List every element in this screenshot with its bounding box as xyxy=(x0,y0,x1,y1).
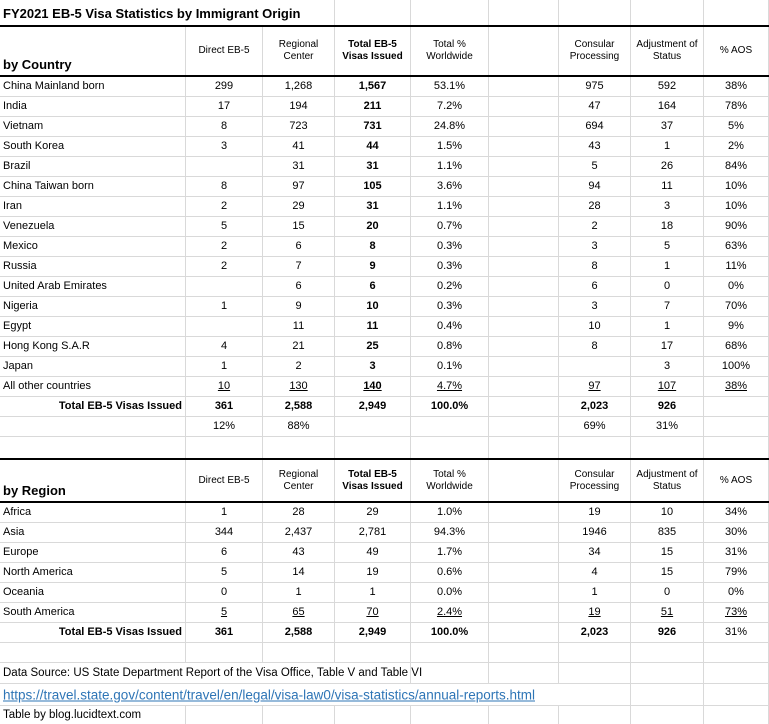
value-cell: 10 xyxy=(559,317,631,336)
page-title: FY2021 EB-5 Visa Statistics by Immigrant Origin xyxy=(3,6,301,21)
value-cell xyxy=(704,397,769,416)
value-cell: 1 xyxy=(631,317,704,336)
value-cell xyxy=(489,563,559,582)
value-cell: 5 xyxy=(186,217,263,236)
country-table-label-cell xyxy=(0,27,186,75)
value-cell: 0% xyxy=(704,583,769,602)
value-cell: 17 xyxy=(631,337,704,356)
value-cell: 6 xyxy=(263,277,335,296)
value-cell xyxy=(489,257,559,276)
value-cell: 8 xyxy=(559,257,631,276)
value-cell xyxy=(489,603,559,622)
value-cell: 26 xyxy=(631,157,704,176)
value-cell: 41 xyxy=(263,137,335,156)
col-header-adjustment-of-status: Adjustment of Status xyxy=(631,27,704,75)
value-cell: 975 xyxy=(559,77,631,96)
share-row xyxy=(0,417,769,437)
row-label: Japan xyxy=(0,357,186,376)
value-cell: 10% xyxy=(704,177,769,196)
data-source-text: Data Source: US State Department Report of the Visa Office, Table V and Table VI xyxy=(3,667,423,679)
value-cell: 1 xyxy=(186,297,263,316)
value-cell xyxy=(489,137,559,156)
country-table-body xyxy=(0,77,769,437)
value-cell xyxy=(489,543,559,562)
value-cell: 0.2% xyxy=(411,277,489,296)
value-cell: 3 xyxy=(631,197,704,216)
credit-row xyxy=(0,706,769,724)
value-cell: 17 xyxy=(186,97,263,116)
value-cell xyxy=(489,277,559,296)
value-cell: 1 xyxy=(559,583,631,602)
value-cell: 1.7% xyxy=(411,543,489,562)
value-cell: 194 xyxy=(263,97,335,116)
value-cell: 38% xyxy=(704,377,769,396)
col-header-blank xyxy=(489,27,559,75)
value-cell xyxy=(489,97,559,116)
value-cell: 0.3% xyxy=(411,237,489,256)
row-label: All other countries xyxy=(0,377,186,396)
value-cell: 65 xyxy=(263,603,335,622)
row-label: Europe xyxy=(0,543,186,562)
value-cell: 105 xyxy=(335,177,411,196)
value-cell: 1 xyxy=(631,137,704,156)
value-cell: 18 xyxy=(631,217,704,236)
value-cell: 2.4% xyxy=(411,603,489,622)
value-cell: 31% xyxy=(704,623,769,642)
value-cell: 31 xyxy=(263,157,335,176)
value-cell: 10% xyxy=(704,197,769,216)
value-cell: 694 xyxy=(559,117,631,136)
value-cell: 90% xyxy=(704,217,769,236)
value-cell: 723 xyxy=(263,117,335,136)
col-header-direct-eb5: Direct EB-5 xyxy=(186,460,263,501)
row-label xyxy=(0,417,186,436)
value-cell: 1.1% xyxy=(411,157,489,176)
value-cell: 7 xyxy=(631,297,704,316)
value-cell: 0.3% xyxy=(411,257,489,276)
value-cell: 731 xyxy=(335,117,411,136)
value-cell: 2,949 xyxy=(335,623,411,642)
value-cell: 9 xyxy=(263,297,335,316)
value-cell: 2,588 xyxy=(263,623,335,642)
value-cell: 31% xyxy=(631,417,704,436)
value-cell: 19 xyxy=(335,563,411,582)
table-row xyxy=(0,503,769,523)
value-cell: 63% xyxy=(704,237,769,256)
value-cell: 5 xyxy=(631,237,704,256)
value-cell: 0.0% xyxy=(411,583,489,602)
table-row xyxy=(0,237,769,257)
value-cell: 69% xyxy=(559,417,631,436)
col-header-total-visas: Total EB-5 Visas Issued xyxy=(335,460,411,501)
value-cell: 11 xyxy=(263,317,335,336)
row-label: United Arab Emirates xyxy=(0,277,186,296)
value-cell: 926 xyxy=(631,623,704,642)
table-row xyxy=(0,177,769,197)
value-cell: 3 xyxy=(186,137,263,156)
value-cell: 0 xyxy=(186,583,263,602)
row-label: Africa xyxy=(0,503,186,522)
value-cell: 5% xyxy=(704,117,769,136)
value-cell: 34 xyxy=(559,543,631,562)
value-cell: 3 xyxy=(559,237,631,256)
value-cell xyxy=(335,417,411,436)
value-cell xyxy=(489,317,559,336)
row-label: Mexico xyxy=(0,237,186,256)
value-cell: 0 xyxy=(631,583,704,602)
value-cell: 140 xyxy=(335,377,411,396)
value-cell: 6 xyxy=(186,543,263,562)
value-cell xyxy=(489,583,559,602)
value-cell: 4 xyxy=(559,563,631,582)
value-cell: 1 xyxy=(186,357,263,376)
row-label: Total EB-5 Visas Issued xyxy=(0,623,186,642)
value-cell: 97 xyxy=(559,377,631,396)
value-cell: 0.4% xyxy=(411,317,489,336)
value-cell: 14 xyxy=(263,563,335,582)
value-cell: 70% xyxy=(704,297,769,316)
value-cell: 21 xyxy=(263,337,335,356)
value-cell: 43 xyxy=(559,137,631,156)
value-cell: 73% xyxy=(704,603,769,622)
value-cell: 78% xyxy=(704,97,769,116)
value-cell: 0.3% xyxy=(411,297,489,316)
value-cell xyxy=(489,397,559,416)
value-cell xyxy=(411,417,489,436)
region-table-body xyxy=(0,503,769,643)
table-row xyxy=(0,97,769,117)
value-cell: 68% xyxy=(704,337,769,356)
value-cell: 30% xyxy=(704,523,769,542)
col-header-total-pct-worldwide: Total % Worldwide xyxy=(411,27,489,75)
value-cell: 6 xyxy=(559,277,631,296)
table-row xyxy=(0,603,769,623)
value-cell: 19 xyxy=(559,603,631,622)
value-cell xyxy=(489,177,559,196)
value-cell: 51 xyxy=(631,603,704,622)
value-cell xyxy=(489,377,559,396)
col-header-regional-center: Regional Center xyxy=(263,27,335,75)
value-cell: 835 xyxy=(631,523,704,542)
value-cell: 5 xyxy=(186,563,263,582)
value-cell: 2,781 xyxy=(335,523,411,542)
value-cell: 31 xyxy=(335,157,411,176)
table-row xyxy=(0,117,769,137)
row-label: Vietnam xyxy=(0,117,186,136)
value-cell xyxy=(489,157,559,176)
value-cell: 0.7% xyxy=(411,217,489,236)
value-cell: 100.0% xyxy=(411,397,489,416)
value-cell: 97 xyxy=(263,177,335,196)
data-source-row xyxy=(0,663,769,684)
value-cell: 37 xyxy=(631,117,704,136)
value-cell xyxy=(489,357,559,376)
col-header-consular-processing: Consular Processing xyxy=(559,27,631,75)
row-label: Asia xyxy=(0,523,186,542)
value-cell xyxy=(489,297,559,316)
region-header-row xyxy=(0,458,769,503)
value-cell: 5 xyxy=(186,603,263,622)
value-cell: 2,588 xyxy=(263,397,335,416)
row-label: Iran xyxy=(0,197,186,216)
credit-text: Table by blog.lucidtext.com xyxy=(3,709,142,721)
row-label: Venezuela xyxy=(0,217,186,236)
value-cell xyxy=(704,417,769,436)
value-cell: 31% xyxy=(704,543,769,562)
value-cell: 2 xyxy=(559,217,631,236)
value-cell: 19 xyxy=(559,503,631,522)
source-hyperlink[interactable]: https://travel.state.gov/content/travel/en/legal/visa-law0/visa-statistics/annual-reports.html xyxy=(3,687,535,702)
value-cell: 2 xyxy=(186,237,263,256)
row-label: Total EB-5 Visas Issued xyxy=(0,397,186,416)
value-cell: 84% xyxy=(704,157,769,176)
table-row xyxy=(0,583,769,603)
value-cell: 4.7% xyxy=(411,377,489,396)
value-cell: 2,949 xyxy=(335,397,411,416)
value-cell: 2,437 xyxy=(263,523,335,542)
col-header-consular-processing: Consular Processing xyxy=(559,460,631,501)
value-cell: 0.1% xyxy=(411,357,489,376)
value-cell xyxy=(489,197,559,216)
table-row xyxy=(0,543,769,563)
value-cell: 361 xyxy=(186,397,263,416)
value-cell: 3 xyxy=(631,357,704,376)
value-cell: 25 xyxy=(335,337,411,356)
row-label: Brazil xyxy=(0,157,186,176)
value-cell: 1,567 xyxy=(335,77,411,96)
value-cell xyxy=(186,317,263,336)
value-cell: 8 xyxy=(186,117,263,136)
value-cell: 24.8% xyxy=(411,117,489,136)
value-cell: 7.2% xyxy=(411,97,489,116)
spacer-row xyxy=(0,643,769,663)
table-row xyxy=(0,317,769,337)
value-cell xyxy=(489,77,559,96)
value-cell: 1.0% xyxy=(411,503,489,522)
value-cell: 164 xyxy=(631,97,704,116)
value-cell: 2,023 xyxy=(559,397,631,416)
total-row xyxy=(0,623,769,643)
value-cell: 11% xyxy=(704,257,769,276)
value-cell: 3 xyxy=(559,297,631,316)
value-cell: 130 xyxy=(263,377,335,396)
value-cell: 1 xyxy=(631,257,704,276)
value-cell: 4 xyxy=(186,337,263,356)
value-cell: 2,023 xyxy=(559,623,631,642)
value-cell: 31 xyxy=(335,197,411,216)
value-cell: 5 xyxy=(559,157,631,176)
value-cell: 9 xyxy=(335,257,411,276)
value-cell: 100.0% xyxy=(411,623,489,642)
value-cell: 3 xyxy=(335,357,411,376)
value-cell: 10 xyxy=(186,377,263,396)
table-row xyxy=(0,217,769,237)
value-cell: 926 xyxy=(631,397,704,416)
value-cell: 15 xyxy=(631,563,704,582)
row-label: Hong Kong S.A.R xyxy=(0,337,186,356)
region-table-label-cell xyxy=(0,460,186,501)
value-cell: 34% xyxy=(704,503,769,522)
col-header-pct-aos: % AOS xyxy=(704,460,769,501)
table-row xyxy=(0,297,769,317)
table-row xyxy=(0,563,769,583)
value-cell: 15 xyxy=(263,217,335,236)
value-cell: 1 xyxy=(263,583,335,602)
value-cell: 49 xyxy=(335,543,411,562)
row-label: South America xyxy=(0,603,186,622)
value-cell: 20 xyxy=(335,217,411,236)
value-cell xyxy=(559,357,631,376)
value-cell: 0 xyxy=(631,277,704,296)
value-cell: 38% xyxy=(704,77,769,96)
value-cell: 0% xyxy=(704,277,769,296)
value-cell: 44 xyxy=(335,137,411,156)
row-label: North America xyxy=(0,563,186,582)
value-cell: 0.6% xyxy=(411,563,489,582)
value-cell xyxy=(489,337,559,356)
value-cell: 47 xyxy=(559,97,631,116)
value-cell: 592 xyxy=(631,77,704,96)
value-cell: 1,268 xyxy=(263,77,335,96)
source-link-row xyxy=(0,684,769,706)
value-cell: 2 xyxy=(186,257,263,276)
value-cell: 211 xyxy=(335,97,411,116)
value-cell: 6 xyxy=(335,277,411,296)
table-row xyxy=(0,277,769,297)
table-row xyxy=(0,257,769,277)
value-cell xyxy=(489,237,559,256)
value-cell: 70 xyxy=(335,603,411,622)
value-cell: 7 xyxy=(263,257,335,276)
value-cell: 10 xyxy=(335,297,411,316)
value-cell: 9% xyxy=(704,317,769,336)
value-cell: 107 xyxy=(631,377,704,396)
value-cell: 2% xyxy=(704,137,769,156)
row-label: Egypt xyxy=(0,317,186,336)
value-cell: 15 xyxy=(631,543,704,562)
row-label: India xyxy=(0,97,186,116)
row-label: Russia xyxy=(0,257,186,276)
value-cell: 299 xyxy=(186,77,263,96)
value-cell: 344 xyxy=(186,523,263,542)
value-cell xyxy=(489,217,559,236)
table-row xyxy=(0,357,769,377)
table-row xyxy=(0,523,769,543)
row-label: Oceania xyxy=(0,583,186,602)
value-cell: 12% xyxy=(186,417,263,436)
value-cell: 8 xyxy=(335,237,411,256)
value-cell: 10 xyxy=(631,503,704,522)
value-cell: 1 xyxy=(186,503,263,522)
table-row xyxy=(0,157,769,177)
value-cell: 29 xyxy=(335,503,411,522)
table-row xyxy=(0,337,769,357)
value-cell: 11 xyxy=(631,177,704,196)
value-cell: 11 xyxy=(335,317,411,336)
region-table-label: by Region xyxy=(3,483,66,498)
value-cell xyxy=(186,157,263,176)
value-cell: 79% xyxy=(704,563,769,582)
value-cell: 8 xyxy=(186,177,263,196)
value-cell: 3.6% xyxy=(411,177,489,196)
col-header-total-pct-worldwide: Total % Worldwide xyxy=(411,460,489,501)
value-cell: 0.8% xyxy=(411,337,489,356)
value-cell xyxy=(489,417,559,436)
table-row xyxy=(0,77,769,97)
spacer-row xyxy=(0,437,769,458)
value-cell: 2 xyxy=(186,197,263,216)
value-cell xyxy=(489,623,559,642)
value-cell: 361 xyxy=(186,623,263,642)
col-header-total-visas: Total EB-5 Visas Issued xyxy=(335,27,411,75)
value-cell xyxy=(489,117,559,136)
country-table-label: by Country xyxy=(3,57,72,72)
value-cell: 100% xyxy=(704,357,769,376)
value-cell: 29 xyxy=(263,197,335,216)
row-label: Nigeria xyxy=(0,297,186,316)
value-cell xyxy=(489,503,559,522)
value-cell: 28 xyxy=(559,197,631,216)
row-label: China Taiwan born xyxy=(0,177,186,196)
value-cell: 94.3% xyxy=(411,523,489,542)
table-row xyxy=(0,137,769,157)
value-cell xyxy=(489,523,559,542)
value-cell: 88% xyxy=(263,417,335,436)
value-cell: 1 xyxy=(335,583,411,602)
value-cell: 28 xyxy=(263,503,335,522)
col-header-pct-aos: % AOS xyxy=(704,27,769,75)
table-row xyxy=(0,197,769,217)
value-cell xyxy=(186,277,263,296)
total-row xyxy=(0,397,769,417)
title-row xyxy=(0,0,769,27)
value-cell: 8 xyxy=(559,337,631,356)
value-cell: 1946 xyxy=(559,523,631,542)
country-header-row xyxy=(0,27,769,77)
value-cell: 1.5% xyxy=(411,137,489,156)
value-cell: 94 xyxy=(559,177,631,196)
table-row xyxy=(0,377,769,397)
value-cell: 6 xyxy=(263,237,335,256)
col-header-blank xyxy=(489,460,559,501)
value-cell: 53.1% xyxy=(411,77,489,96)
row-label: China Mainland born xyxy=(0,77,186,96)
col-header-direct-eb5: Direct EB-5 xyxy=(186,27,263,75)
value-cell: 43 xyxy=(263,543,335,562)
row-label: South Korea xyxy=(0,137,186,156)
col-header-adjustment-of-status: Adjustment of Status xyxy=(631,460,704,501)
col-header-regional-center: Regional Center xyxy=(263,460,335,501)
value-cell: 2 xyxy=(263,357,335,376)
value-cell: 1.1% xyxy=(411,197,489,216)
